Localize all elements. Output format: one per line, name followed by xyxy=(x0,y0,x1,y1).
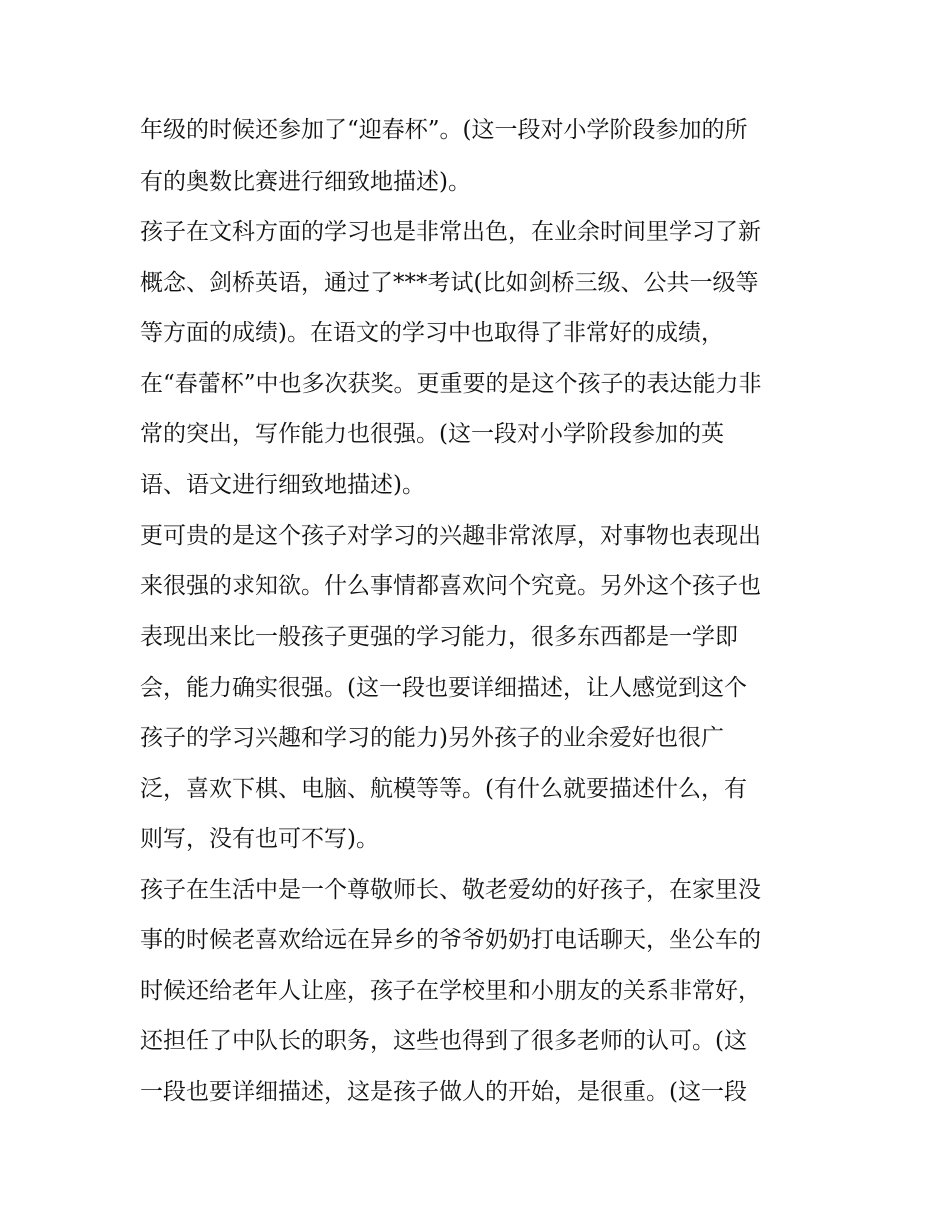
text-line: 概念、剑桥英语，通过了***考试(比如剑桥三级、公共一级等 xyxy=(140,270,759,296)
text-line: 还担任了中队长的职务，这些也得到了很多老师的认可。(这 xyxy=(140,1028,747,1054)
text-line: 时候还给老年人让座，孩子在学校里和小朋友的关系非常好， xyxy=(140,978,761,1004)
text-line: 孩子在生活中是一个尊敬师长、敬老爱幼的好孩子，在家里没 xyxy=(140,877,761,903)
text-line: 等方面的成绩)。在语文的学习中也取得了非常好的成绩， xyxy=(140,320,724,346)
text-line: 事的时候老喜欢给远在异乡的爷爷奶奶打电话聊天，坐公车的 xyxy=(140,927,761,953)
text-line: 则写，没有也可不写)。 xyxy=(140,826,379,852)
text-line: 来很强的求知欲。什么事情都喜欢问个究竟。另外这个孩子也 xyxy=(140,573,761,599)
text-line: 泛，喜欢下棋、电脑、航模等等。(有什么就要描述什么，有 xyxy=(140,776,747,802)
text-line: 表现出来比一般孩子更强的学习能力，很多东西都是一学即 xyxy=(140,624,738,650)
text-line: 在“春蕾杯”中也多次获奖。更重要的是这个孩子的表达能力非 xyxy=(140,371,762,397)
text-line: 常的突出，写作能力也很强。(这一段对小学阶段参加的英 xyxy=(140,421,724,447)
text-line: 语、语文进行细致地描述)。 xyxy=(140,472,425,498)
text-line: 孩子在文科方面的学习也是非常出色，在业余时间里学习了新 xyxy=(140,219,761,245)
text-line: 一段也要详细描述，这是孩子做人的开始，是很重。(这一段 xyxy=(140,1079,747,1105)
text-line: 更可贵的是这个孩子对学习的兴趣非常浓厚，对事物也表现出 xyxy=(140,523,761,549)
text-line: 会，能力确实很强。(这一段也要详细描述，让人感觉到这个 xyxy=(140,675,747,701)
text-line: 孩子的学习兴趣和学习的能力)另外孩子的业余爱好也很广 xyxy=(140,725,724,751)
text-line: 有的奥数比赛进行细致地描述)。 xyxy=(140,169,471,195)
text-line: 年级的时候还参加了“迎春杯”。(这一段对小学阶段参加的所 xyxy=(140,117,748,143)
